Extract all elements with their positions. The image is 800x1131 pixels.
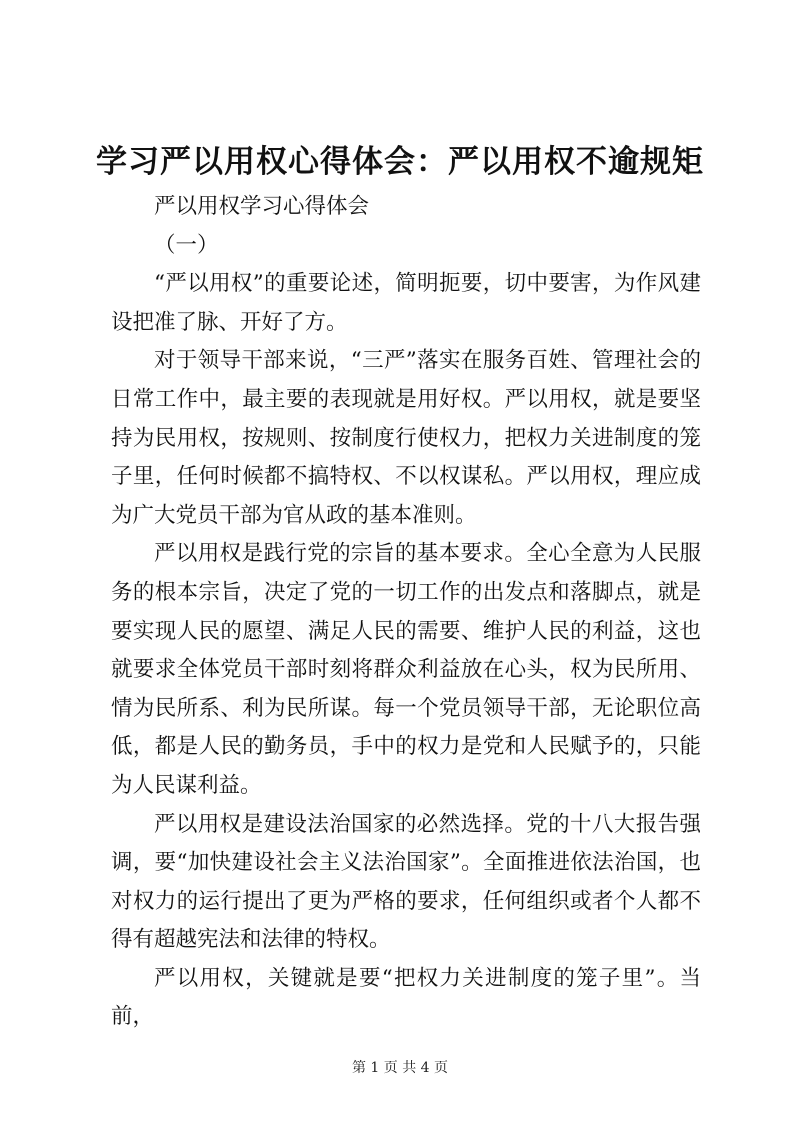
paragraph: 严以用权是践行党的宗旨的基本要求。全心全意为人民服务的根本宗旨，决定了党的一切工作的出发点和落脚点，就是要实现人民的愿望、满足人民的需要、维护人民的利益，这也就要求全体党员干部时刻将群众利益放在心头，权为民所用、情为民所系、利为民所谋。每一个党员领导干部，无论职位高低，都是人民的勤务员，手中的权力是党和人民赋予的，只能为人民谋利益。 — [111, 541, 701, 798]
page-footer: 第 1 页 共 4 页 — [351, 1060, 449, 1076]
paragraph: 严以用权，关键就是要“把权力关进制度的笼子里”。当前， — [111, 965, 701, 1030]
document-body — [111, 188, 701, 1037]
document-title: 学习严以用权心得体会：严以用权不逾规矩 — [96, 144, 704, 180]
document-subtitle: 严以用权学习心得体会 — [154, 194, 370, 219]
paragraph: “严以用权”的重要论述，简明扼要，切中要害，为作风建设把准了脉、开好了方。 — [111, 271, 701, 335]
section-marker: （一） — [154, 232, 219, 258]
paragraph: 对于领导干部来说，“三严”落实在服务百姓、管理社会的日常工作中，最主要的表现就是用好权。严以用权，就是要坚持为民用权，按规则、按制度行使权力，把权力关进制度的笼子里，任何时候都不搞特权、不以权谋私。严以用权，理应成为广大党员干部为官从政的基本准则。 — [111, 348, 701, 528]
paragraph: 严以用权是建设法治国家的必然选择。党的十八大报告强调，要“加快建设社会主义法治国家”。全面推进依法治国，也对权力的运行提出了更为严格的要求，任何组织或者个人都不得有超越宪法和法律的特权。 — [111, 811, 701, 953]
